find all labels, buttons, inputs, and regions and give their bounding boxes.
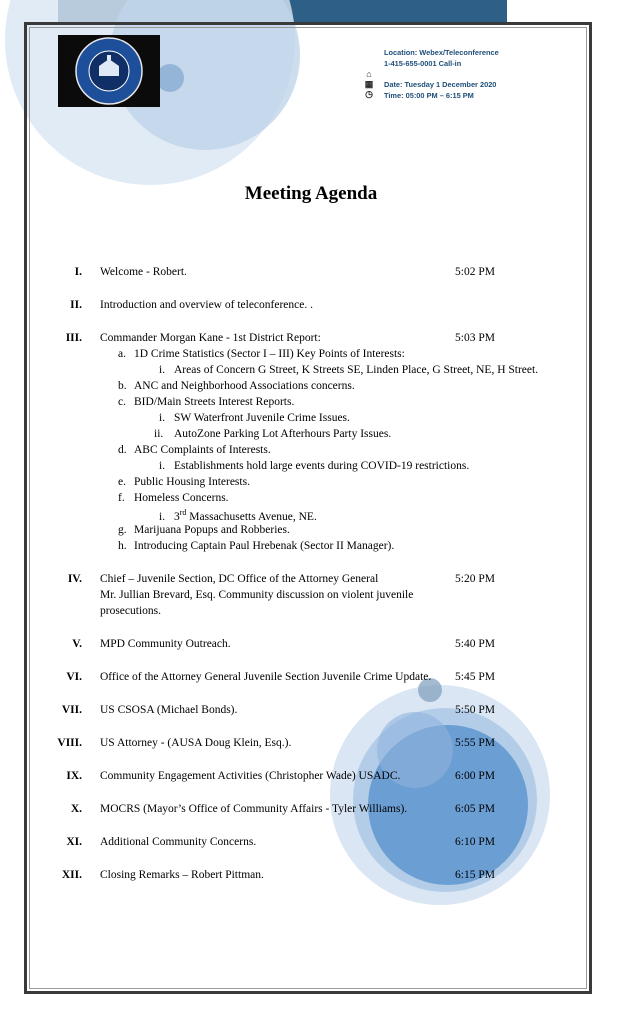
item-time: 5:03 PM [455,332,495,344]
item-text: MOCRS (Mayor’s Office of Community Affairs - Tyler Williams). [100,803,408,815]
item-time: 6:10 PM [455,836,495,848]
item-text: US CSOSA (Michael Bonds). [100,704,238,716]
council-logo [58,35,160,107]
item-text: Chief – Juvenile Section, DC Office of the Attorney General [100,573,379,585]
item-time: 5:50 PM [455,704,495,716]
sub-item: h. Introducing Captain Paul Hrebenak (Sector II Manager). [118,540,395,552]
sub-item: i. Areas of Concern G Street, K Streets SE, Linden Place, G Street, NE, H Street. [159,364,539,376]
sub-item: d. ABC Complaints of Interests. [118,444,271,456]
item-time: 6:15 PM [455,869,495,881]
sub-item: i. SW Waterfront Juvenile Crime Issues. [159,412,350,424]
item-number: I. [74,266,82,278]
item-text: Welcome - Robert. [100,266,187,278]
sub-item: g. Marijuana Popups and Robberies. [118,524,290,536]
sub-item: f. Homeless Concerns. [118,492,229,504]
item-text: Office of the Attorney General Juvenile Section Juvenile Crime Update. [100,671,432,683]
clock-icon: ◷ [365,89,373,99]
sub-item: b. ANC and Neighborhood Associations concerns. [118,380,355,392]
sub-item: i. Establishments hold large events during COVID-19 restrictions. [159,460,470,472]
time-text: Time: 05:00 PM – 6:15 PM [384,91,474,100]
item-number: XII. [61,869,82,881]
item-number: IV. [67,573,82,585]
item-number: XI. [66,836,82,848]
sub-item: e. Public Housing Interests. [118,476,250,488]
sub-item: i. 3rd Massachusetts Avenue, NE. [159,508,317,523]
item-number: X. [70,803,82,815]
item-time: 5:45 PM [455,671,495,683]
page-title: Meeting Agenda [244,183,378,204]
home-icon: ⌂ [366,69,372,79]
item-text: Introduction and overview of teleconference. . [100,299,313,311]
location-text: Location: Webex/Teleconference [384,48,499,57]
call-in-text: 1-415-655-0001 Call-in [384,59,462,68]
item-text: Commander Morgan Kane - 1st District Report: [100,332,321,344]
sub-item: ii. AutoZone Parking Lot Afterhours Party Issues. [154,428,392,440]
item-time: 5:40 PM [455,638,495,650]
item-time: 6:05 PM [455,803,495,815]
item-text: Closing Remarks – Robert Pittman. [100,869,264,881]
item-time: 6:00 PM [455,770,495,782]
item-number: VI. [66,671,82,683]
item-number: V. [72,638,82,650]
item-time: 5:55 PM [455,737,495,749]
item-text-line2: Mr. Jullian Brevard, Esq. Community discussion on violent juvenile [100,589,414,601]
sub-item: a. 1D Crime Statistics (Sector I – III) Key Points of Interests: [118,348,405,360]
item-text: Additional Community Concerns. [100,836,257,848]
calendar-icon: ▦ [364,79,374,89]
item-number: IX. [66,770,82,782]
item-text: US Attorney - (AUSA Doug Klein, Esq.). [100,737,292,749]
item-time: 5:02 PM [455,266,495,278]
item-time: 5:20 PM [455,573,495,585]
item-text-line3: prosecutions. [100,605,162,617]
item-number: VII. [61,704,82,716]
sub-item: c. BID/Main Streets Interest Reports. [118,396,295,408]
item-number: II. [70,299,82,311]
item-number: VIII. [57,737,82,749]
item-number: III. [65,332,82,344]
item-text: MPD Community Outreach. [100,638,231,650]
date-text: Date: Tuesday 1 December 2020 [384,80,497,89]
item-text: Community Engagement Activities (Christopher Wade) USADC. [100,770,401,782]
